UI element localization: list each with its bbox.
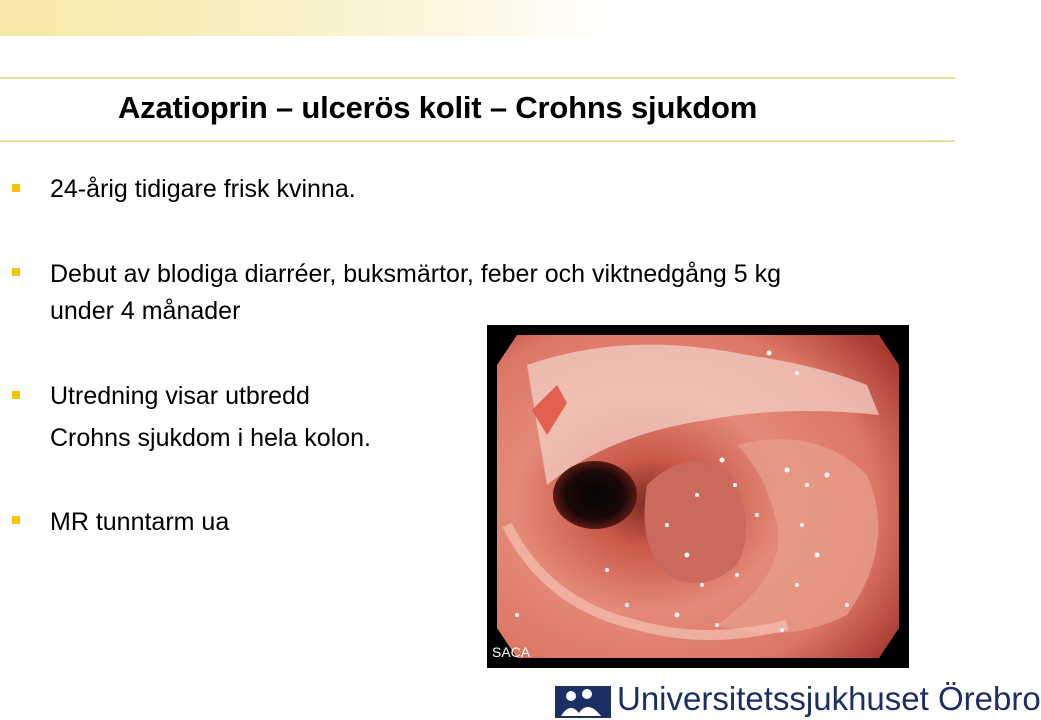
bullet-3-line-2: Crohns sjukdom i hela kolon. bbox=[50, 424, 371, 452]
bullet-2-line-2: under 4 månader bbox=[50, 297, 241, 325]
bullet-4-line-1: MR tunntarm ua bbox=[50, 508, 230, 536]
title-top-rule bbox=[0, 77, 955, 79]
header-gradient-band bbox=[0, 0, 620, 36]
bullet-marker-3 bbox=[12, 391, 20, 399]
title-bottom-rule bbox=[0, 140, 955, 142]
image-overlay-label: SACA bbox=[492, 644, 531, 660]
hospital-logo-icon bbox=[555, 682, 611, 718]
bullet-2-line-1: Debut av blodiga diarréer, buksmärtor, feber och viktnedgång 5 kg bbox=[50, 260, 781, 288]
bullet-1-line-1: 24-årig tidigare frisk kvinna. bbox=[50, 175, 356, 203]
hospital-logo bbox=[555, 680, 1041, 718]
bullet-3-line-1: Utredning visar utbredd bbox=[50, 382, 310, 410]
bullet-marker-4 bbox=[12, 516, 20, 524]
slide-title: Azatioprin – ulcerös kolit – Crohns sjukdom bbox=[118, 90, 758, 125]
bullet-marker-2 bbox=[12, 268, 20, 276]
bullet-marker-1 bbox=[12, 184, 20, 192]
endoscopy-image bbox=[487, 325, 909, 668]
hospital-logo-text: Universitetssjukhuset Örebro bbox=[617, 680, 1041, 717]
